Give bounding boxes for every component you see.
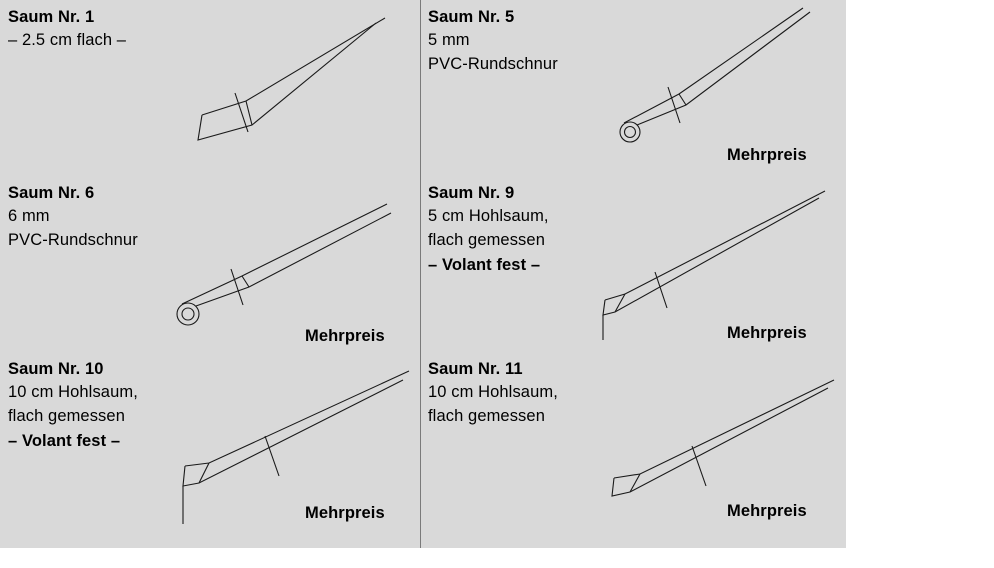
item-line: flach gemessen [428, 230, 545, 249]
item-line: 10 cm Hohlsaum, [428, 383, 558, 402]
item-saum-5-text [428, 6, 558, 76]
item-saum-11 [420, 352, 846, 548]
hem-hollow-10cm-drawing [600, 368, 840, 518]
item-saum-11-text [428, 358, 558, 428]
surcharge-label: Mehrpreis [727, 146, 807, 164]
item-saum-9 [420, 176, 846, 352]
item-line: – 2.5 cm flach – [8, 31, 127, 50]
item-line: 6 mm [8, 207, 50, 226]
item-line: 5 mm [428, 31, 470, 50]
item-saum-5 [420, 0, 846, 176]
surcharge-label: Mehrpreis [305, 504, 385, 522]
item-line: flach gemessen [8, 406, 125, 425]
surcharge-label: Mehrpreis [727, 324, 807, 342]
hem-hollow-5cm-drawing [595, 190, 835, 340]
item-saum-1-text [8, 6, 126, 53]
item-saum-1 [0, 0, 420, 176]
item-line: flach gemessen [428, 406, 545, 425]
item-title: Saum Nr. 11 [428, 360, 523, 378]
surcharge-label: Mehrpreis [305, 327, 385, 345]
surcharge-label: Mehrpreis [727, 502, 807, 520]
page-margin-bottom [0, 548, 994, 568]
item-line: 5 cm Hohlsaum, [428, 207, 549, 226]
page-margin-right [846, 0, 994, 568]
item-title: Saum Nr. 9 [428, 184, 515, 202]
item-line: PVC-Rundschnur [428, 54, 558, 73]
item-saum-6 [0, 176, 420, 352]
item-line: PVC-Rundschnur [8, 230, 138, 249]
item-title: Saum Nr. 6 [8, 184, 95, 202]
item-title: Saum Nr. 10 [8, 360, 104, 378]
hem-flat-25-drawing [190, 10, 420, 150]
item-line: 10 cm Hohlsaum, [8, 383, 138, 402]
item-title: Saum Nr. 5 [428, 8, 515, 26]
item-saum-9-text [428, 182, 549, 278]
item-volant: – Volant fest – [428, 256, 541, 275]
hem-hollow-10cm-volant-drawing [175, 366, 415, 526]
hem-cord-6mm-drawing [165, 192, 405, 332]
item-volant: – Volant fest – [8, 432, 121, 451]
item-saum-6-text [8, 182, 138, 252]
hem-cord-5mm-drawing [600, 6, 830, 146]
item-title: Saum Nr. 1 [8, 8, 95, 26]
item-saum-10 [0, 352, 420, 548]
item-saum-10-text [8, 358, 138, 454]
